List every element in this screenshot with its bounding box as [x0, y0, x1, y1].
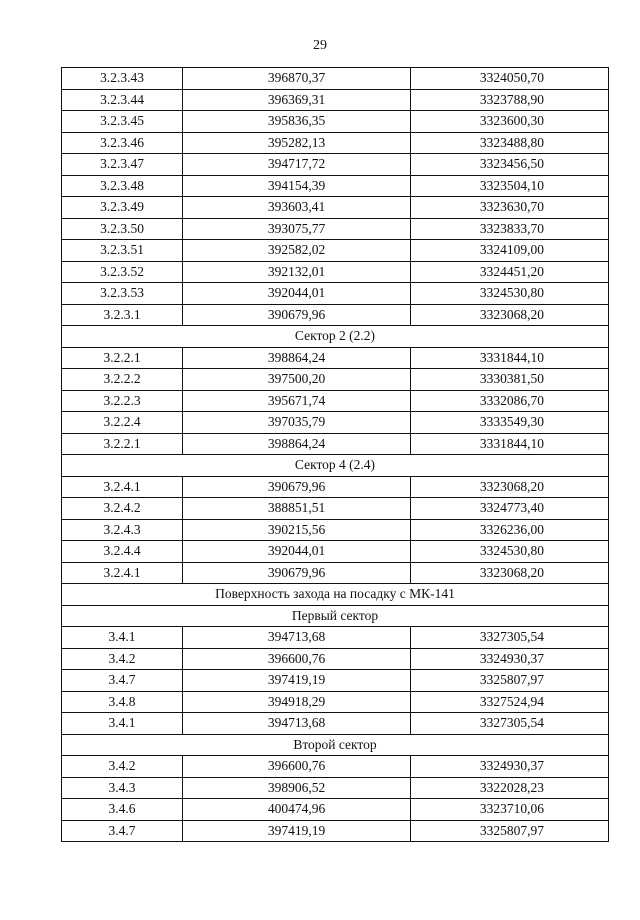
section-header-row	[62, 326, 609, 348]
point-id-cell: 3.2.3.1	[62, 304, 183, 326]
table-row	[62, 648, 609, 670]
y-coordinate-cell: 3333549,30	[411, 412, 609, 434]
section-header-row	[62, 584, 609, 606]
table-row	[62, 132, 609, 154]
y-coordinate-cell: 3324773,40	[411, 498, 609, 520]
y-coordinate-cell: 3324451,20	[411, 261, 609, 283]
table-row	[62, 799, 609, 821]
point-id-cell: 3.2.3.43	[62, 68, 183, 90]
y-coordinate-cell: 3330381,50	[411, 369, 609, 391]
y-coordinate-cell: 3325807,97	[411, 670, 609, 692]
point-id-cell: 3.4.3	[62, 777, 183, 799]
table-row	[62, 627, 609, 649]
table-row	[62, 111, 609, 133]
point-id-cell: 3.2.2.1	[62, 433, 183, 455]
table-row	[62, 756, 609, 778]
table-row	[62, 261, 609, 283]
y-coordinate-cell: 3323630,70	[411, 197, 609, 219]
y-coordinate-cell: 3327524,94	[411, 691, 609, 713]
x-coordinate-cell: 398906,52	[183, 777, 411, 799]
point-id-cell: 3.4.7	[62, 670, 183, 692]
y-coordinate-cell: 3324930,37	[411, 756, 609, 778]
point-id-cell: 3.4.1	[62, 627, 183, 649]
y-coordinate-cell: 3323068,20	[411, 476, 609, 498]
table-row	[62, 347, 609, 369]
x-coordinate-cell: 394918,29	[183, 691, 411, 713]
coordinates-table-body	[62, 68, 609, 842]
table-row	[62, 691, 609, 713]
point-id-cell: 3.4.8	[62, 691, 183, 713]
x-coordinate-cell: 390679,96	[183, 562, 411, 584]
point-id-cell: 3.2.3.47	[62, 154, 183, 176]
table-row	[62, 498, 609, 520]
y-coordinate-cell: 3331844,10	[411, 433, 609, 455]
section-header-row	[62, 734, 609, 756]
x-coordinate-cell: 393603,41	[183, 197, 411, 219]
table-row	[62, 240, 609, 262]
point-id-cell: 3.2.4.4	[62, 541, 183, 563]
point-id-cell: 3.4.2	[62, 756, 183, 778]
x-coordinate-cell: 395836,35	[183, 111, 411, 133]
x-coordinate-cell: 390679,96	[183, 304, 411, 326]
x-coordinate-cell: 392044,01	[183, 283, 411, 305]
table-row	[62, 218, 609, 240]
x-coordinate-cell: 396600,76	[183, 648, 411, 670]
table-row	[62, 519, 609, 541]
y-coordinate-cell: 3324930,37	[411, 648, 609, 670]
point-id-cell: 3.2.2.2	[62, 369, 183, 391]
point-id-cell: 3.2.3.52	[62, 261, 183, 283]
section-title: Сектор 2 (2.2)	[62, 326, 609, 348]
point-id-cell: 3.2.4.3	[62, 519, 183, 541]
coordinates-table	[61, 67, 609, 842]
point-id-cell: 3.2.4.1	[62, 476, 183, 498]
y-coordinate-cell: 3326236,00	[411, 519, 609, 541]
table-row	[62, 89, 609, 111]
point-id-cell: 3.2.2.3	[62, 390, 183, 412]
table-row	[62, 154, 609, 176]
y-coordinate-cell: 3323710,06	[411, 799, 609, 821]
x-coordinate-cell: 396369,31	[183, 89, 411, 111]
x-coordinate-cell: 396870,37	[183, 68, 411, 90]
table-row	[62, 433, 609, 455]
point-id-cell: 3.2.3.49	[62, 197, 183, 219]
table-row	[62, 713, 609, 735]
x-coordinate-cell: 397419,19	[183, 670, 411, 692]
y-coordinate-cell: 3323788,90	[411, 89, 609, 111]
table-row	[62, 390, 609, 412]
point-id-cell: 3.4.1	[62, 713, 183, 735]
y-coordinate-cell: 3327305,54	[411, 627, 609, 649]
table-row	[62, 175, 609, 197]
point-id-cell: 3.2.3.53	[62, 283, 183, 305]
table-row	[62, 68, 609, 90]
table-row	[62, 283, 609, 305]
y-coordinate-cell: 3331844,10	[411, 347, 609, 369]
y-coordinate-cell: 3323488,80	[411, 132, 609, 154]
y-coordinate-cell: 3332086,70	[411, 390, 609, 412]
point-id-cell: 3.2.2.4	[62, 412, 183, 434]
section-title: Второй сектор	[62, 734, 609, 756]
y-coordinate-cell: 3323504,10	[411, 175, 609, 197]
y-coordinate-cell: 3323068,20	[411, 562, 609, 584]
table-row	[62, 412, 609, 434]
x-coordinate-cell: 390215,56	[183, 519, 411, 541]
y-coordinate-cell: 3324530,80	[411, 283, 609, 305]
x-coordinate-cell: 394717,72	[183, 154, 411, 176]
x-coordinate-cell: 400474,96	[183, 799, 411, 821]
x-coordinate-cell: 395671,74	[183, 390, 411, 412]
x-coordinate-cell: 393075,77	[183, 218, 411, 240]
point-id-cell: 3.2.3.45	[62, 111, 183, 133]
x-coordinate-cell: 394713,68	[183, 627, 411, 649]
y-coordinate-cell: 3327305,54	[411, 713, 609, 735]
table-row	[62, 541, 609, 563]
table-row	[62, 777, 609, 799]
x-coordinate-cell: 398864,24	[183, 347, 411, 369]
x-coordinate-cell: 394713,68	[183, 713, 411, 735]
y-coordinate-cell: 3322028,23	[411, 777, 609, 799]
table-row	[62, 369, 609, 391]
x-coordinate-cell: 398864,24	[183, 433, 411, 455]
section-header-row	[62, 455, 609, 477]
point-id-cell: 3.2.3.51	[62, 240, 183, 262]
page-number: 29	[313, 38, 327, 53]
y-coordinate-cell: 3324050,70	[411, 68, 609, 90]
y-coordinate-cell: 3324530,80	[411, 541, 609, 563]
section-title: Сектор 4 (2.4)	[62, 455, 609, 477]
point-id-cell: 3.2.3.46	[62, 132, 183, 154]
y-coordinate-cell: 3325807,97	[411, 820, 609, 842]
section-title: Первый сектор	[62, 605, 609, 627]
x-coordinate-cell: 397500,20	[183, 369, 411, 391]
y-coordinate-cell: 3323833,70	[411, 218, 609, 240]
x-coordinate-cell: 396600,76	[183, 756, 411, 778]
x-coordinate-cell: 388851,51	[183, 498, 411, 520]
section-header-row	[62, 605, 609, 627]
table-row	[62, 304, 609, 326]
table-row	[62, 670, 609, 692]
x-coordinate-cell: 395282,13	[183, 132, 411, 154]
table-row	[62, 476, 609, 498]
point-id-cell: 3.2.3.50	[62, 218, 183, 240]
point-id-cell: 3.2.4.1	[62, 562, 183, 584]
point-id-cell: 3.2.4.2	[62, 498, 183, 520]
x-coordinate-cell: 397419,19	[183, 820, 411, 842]
y-coordinate-cell: 3323456,50	[411, 154, 609, 176]
point-id-cell: 3.4.7	[62, 820, 183, 842]
point-id-cell: 3.2.3.44	[62, 89, 183, 111]
x-coordinate-cell: 392132,01	[183, 261, 411, 283]
point-id-cell: 3.4.2	[62, 648, 183, 670]
table-row	[62, 197, 609, 219]
x-coordinate-cell: 392044,01	[183, 541, 411, 563]
point-id-cell: 3.4.6	[62, 799, 183, 821]
point-id-cell: 3.2.2.1	[62, 347, 183, 369]
x-coordinate-cell: 394154,39	[183, 175, 411, 197]
y-coordinate-cell: 3324109,00	[411, 240, 609, 262]
point-id-cell: 3.2.3.48	[62, 175, 183, 197]
table-row	[62, 562, 609, 584]
y-coordinate-cell: 3323068,20	[411, 304, 609, 326]
y-coordinate-cell: 3323600,30	[411, 111, 609, 133]
table-row	[62, 820, 609, 842]
x-coordinate-cell: 392582,02	[183, 240, 411, 262]
x-coordinate-cell: 397035,79	[183, 412, 411, 434]
x-coordinate-cell: 390679,96	[183, 476, 411, 498]
section-title: Поверхность захода на посадку с МК-141	[62, 584, 609, 606]
